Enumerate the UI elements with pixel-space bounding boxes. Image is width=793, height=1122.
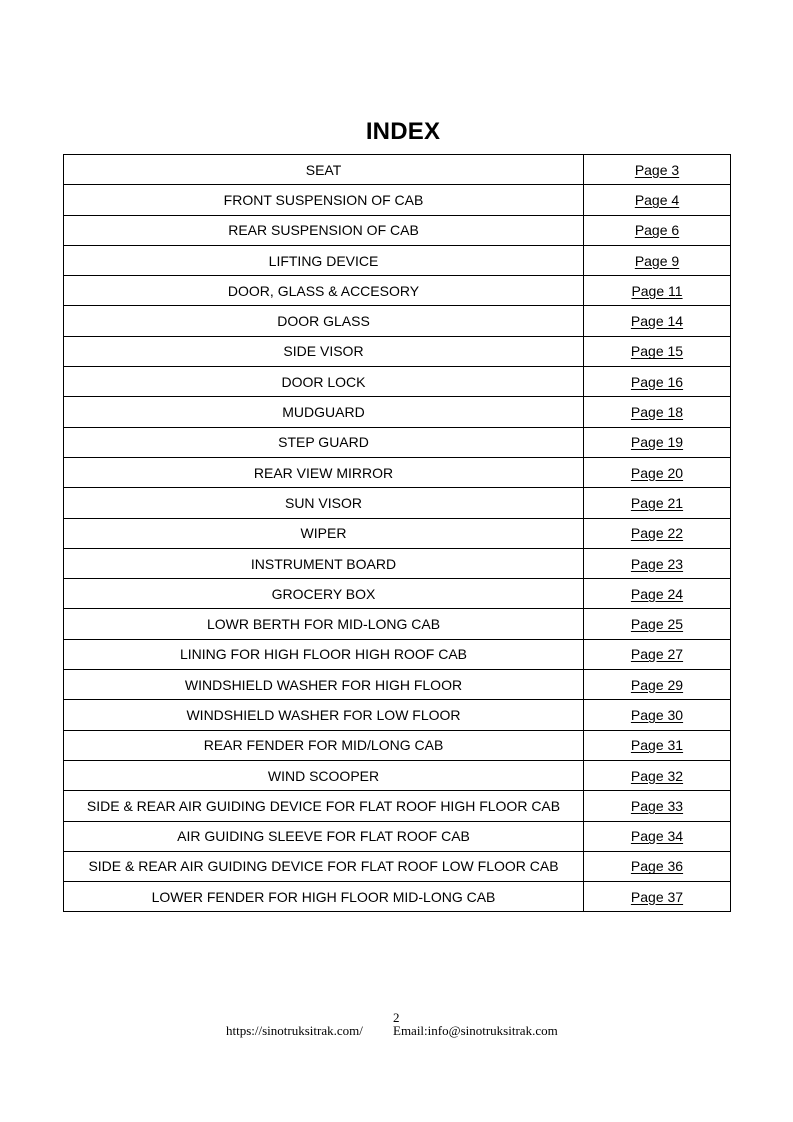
index-row <box>64 548 731 578</box>
page-reference-cell <box>584 185 731 215</box>
index-row <box>64 609 731 639</box>
page-link[interactable]: Page 18 <box>630 404 684 421</box>
index-row <box>64 579 731 609</box>
page-link[interactable]: Page 36 <box>630 858 684 875</box>
section-name: DOOR GLASS <box>64 306 584 336</box>
index-table <box>63 154 731 912</box>
page-reference-cell <box>584 821 731 851</box>
page-link[interactable]: Page 21 <box>630 494 684 511</box>
page-link[interactable]: Page 32 <box>630 767 684 784</box>
page-reference-cell <box>584 367 731 397</box>
page-reference-cell <box>584 760 731 790</box>
page-reference-cell <box>584 276 731 306</box>
page-link[interactable]: Page 37 <box>630 888 684 905</box>
section-name: WIPER <box>64 518 584 548</box>
index-row <box>64 791 731 821</box>
index-row <box>64 245 731 275</box>
index-row <box>64 700 731 730</box>
index-row <box>64 215 731 245</box>
page-link[interactable]: Page 33 <box>630 797 684 814</box>
page-link[interactable]: Page 27 <box>630 646 684 663</box>
index-row <box>64 367 731 397</box>
page-reference-cell <box>584 306 731 336</box>
section-name: WIND SCOOPER <box>64 760 584 790</box>
index-row <box>64 488 731 518</box>
section-name: LOWR BERTH FOR MID-LONG CAB <box>64 609 584 639</box>
section-name: MUDGUARD <box>64 397 584 427</box>
page-link[interactable]: Page 3 <box>634 161 680 178</box>
page-reference-cell <box>584 427 731 457</box>
footer-email[interactable]: Email:info@sinotruksitrak.com <box>393 1023 558 1038</box>
page-link[interactable]: Page 6 <box>634 222 680 239</box>
page-link[interactable]: Page 4 <box>634 191 680 208</box>
page-reference-cell <box>584 851 731 881</box>
page-link[interactable]: Page 19 <box>630 434 684 451</box>
page-reference-cell <box>584 791 731 821</box>
page-reference-cell <box>584 488 731 518</box>
page-reference-cell <box>584 548 731 578</box>
index-row <box>64 730 731 760</box>
section-name: LOWER FENDER FOR HIGH FLOOR MID-LONG CAB <box>64 882 584 912</box>
index-row <box>64 397 731 427</box>
page-link[interactable]: Page 15 <box>630 343 684 360</box>
section-name: GROCERY BOX <box>64 579 584 609</box>
index-row <box>64 821 731 851</box>
index-row <box>64 760 731 790</box>
footer-website[interactable]: https://sinotruksitrak.com/ <box>226 1023 363 1038</box>
index-row <box>64 851 731 881</box>
section-name: SEAT <box>64 155 584 185</box>
page-reference-cell <box>584 215 731 245</box>
section-name: REAR VIEW MIRROR <box>64 457 584 487</box>
page-reference-cell <box>584 245 731 275</box>
index-row <box>64 336 731 366</box>
section-name: SIDE & REAR AIR GUIDING DEVICE FOR FLAT ROOF HIGH FLOOR CAB <box>64 791 584 821</box>
page-reference-cell <box>584 700 731 730</box>
page-link[interactable]: Page 24 <box>630 585 684 602</box>
page-reference-cell <box>584 518 731 548</box>
index-row <box>64 882 731 912</box>
index-row <box>64 155 731 185</box>
page-link[interactable]: Page 22 <box>630 525 684 542</box>
page-number: 2 <box>393 1010 400 1025</box>
page-link[interactable]: Page 30 <box>630 706 684 723</box>
index-table-body <box>64 155 731 912</box>
page-link[interactable]: Page 14 <box>630 313 684 330</box>
index-row <box>64 457 731 487</box>
index-row <box>64 306 731 336</box>
index-row <box>64 518 731 548</box>
page-link[interactable]: Page 31 <box>630 737 684 754</box>
page-reference-cell <box>584 639 731 669</box>
section-name: LIFTING DEVICE <box>64 245 584 275</box>
index-row <box>64 427 731 457</box>
index-row <box>64 185 731 215</box>
page-link[interactable]: Page 16 <box>630 373 684 390</box>
section-name: DOOR, GLASS & ACCESORY <box>64 276 584 306</box>
index-row <box>64 670 731 700</box>
page-link[interactable]: Page 34 <box>630 828 684 845</box>
section-name: SIDE VISOR <box>64 336 584 366</box>
page-link[interactable]: Page 23 <box>630 555 684 572</box>
page-link[interactable]: Page 25 <box>630 616 684 633</box>
section-name: DOOR LOCK <box>64 367 584 397</box>
index-row <box>64 276 731 306</box>
index-row <box>64 639 731 669</box>
page-link[interactable]: Page 20 <box>630 464 684 481</box>
page-reference-cell <box>584 579 731 609</box>
section-name: INSTRUMENT BOARD <box>64 548 584 578</box>
page-title: INDEX <box>365 118 441 145</box>
page-link[interactable]: Page 9 <box>634 252 680 269</box>
section-name: SIDE & REAR AIR GUIDING DEVICE FOR FLAT ROOF LOW FLOOR CAB <box>64 851 584 881</box>
section-name: WINDSHIELD WASHER FOR HIGH FLOOR <box>64 670 584 700</box>
page-reference-cell <box>584 882 731 912</box>
page-reference-cell <box>584 336 731 366</box>
page-reference-cell <box>584 609 731 639</box>
page-reference-cell <box>584 397 731 427</box>
page-reference-cell <box>584 457 731 487</box>
section-name: STEP GUARD <box>64 427 584 457</box>
page-link[interactable]: Page 29 <box>630 676 684 693</box>
section-name: REAR SUSPENSION OF CAB <box>64 215 584 245</box>
page-reference-cell <box>584 155 731 185</box>
section-name: REAR FENDER FOR MID/LONG CAB <box>64 730 584 760</box>
section-name: AIR GUIDING SLEEVE FOR FLAT ROOF CAB <box>64 821 584 851</box>
section-name: FRONT SUSPENSION OF CAB <box>64 185 584 215</box>
page-link[interactable]: Page 11 <box>631 282 683 299</box>
page-reference-cell <box>584 670 731 700</box>
section-name: SUN VISOR <box>64 488 584 518</box>
section-name: WINDSHIELD WASHER FOR LOW FLOOR <box>64 700 584 730</box>
section-name: LINING FOR HIGH FLOOR HIGH ROOF CAB <box>64 639 584 669</box>
page-reference-cell <box>584 730 731 760</box>
